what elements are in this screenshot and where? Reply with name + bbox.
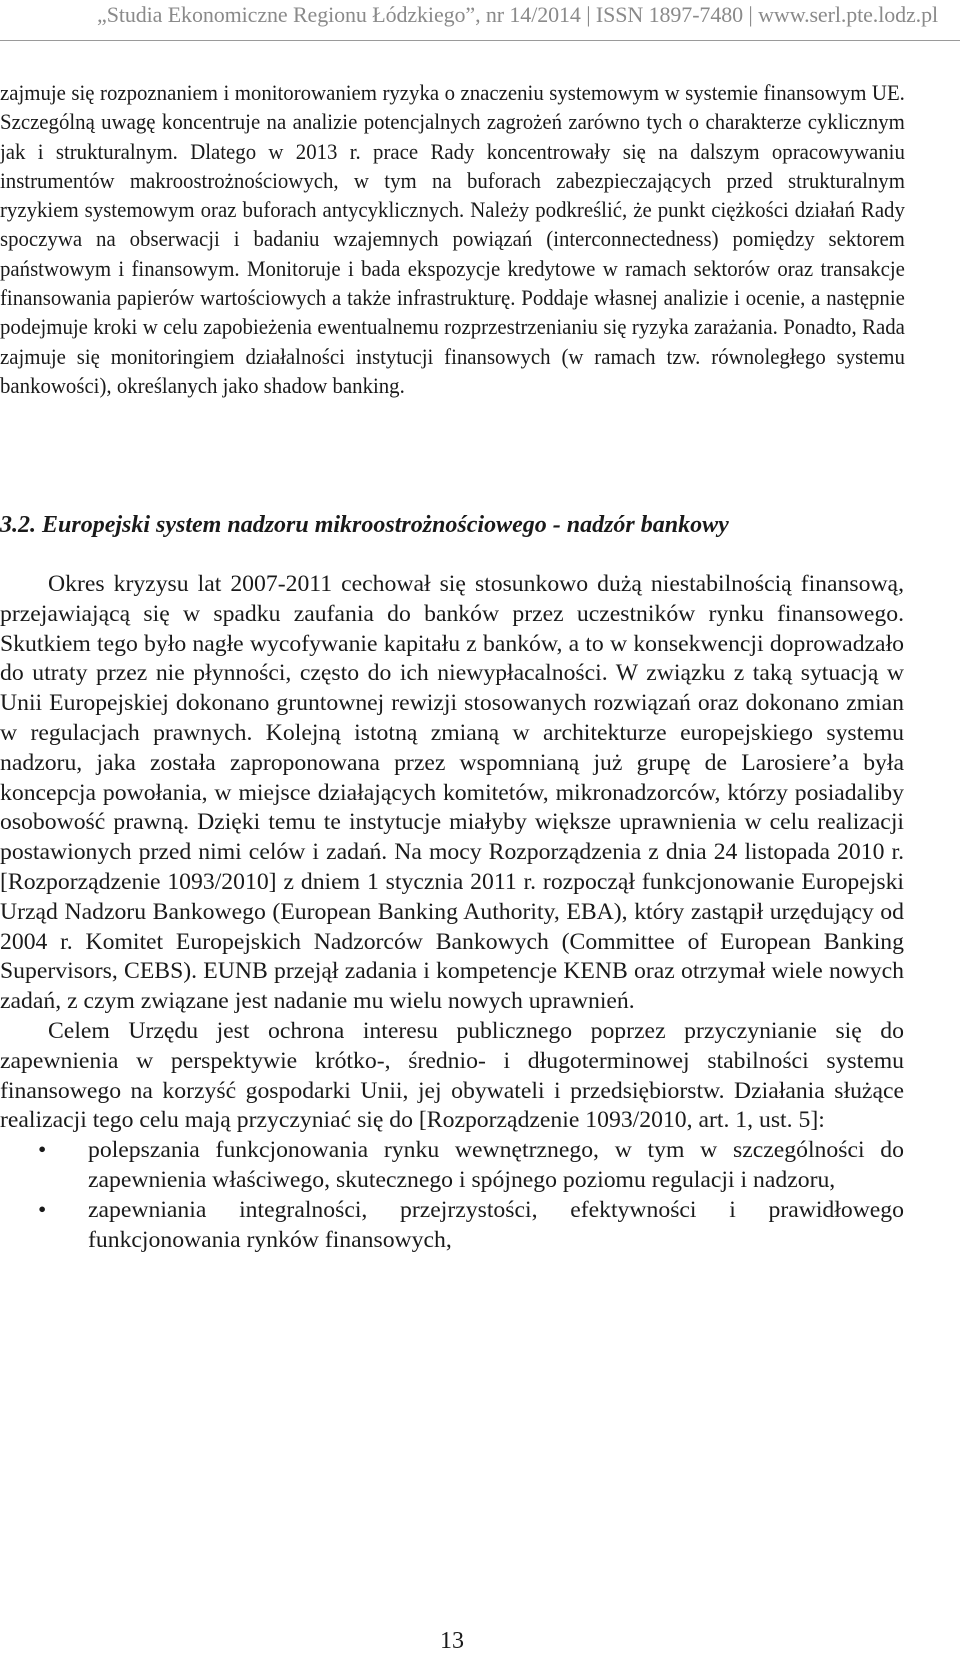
section-heading: 3.2. Europejski system nadzoru mikroostrożnościowego - nadzór bankowy <box>0 512 729 538</box>
journal-header-text: „Studia Ekonomiczne Regionu Łódzkiego”, nr 14/2014 | ISSN 1897-7480 | www.serl.pte.lodz.pl <box>97 2 938 27</box>
list-item <box>0 1136 904 1196</box>
paragraph-1: zajmuje się rozpoznaniem i monitorowaniem ryzyka o znaczeniu systemowym w systemie finansowym UE. Szczególną uwagę koncentruje na analizie potencjalnych zagrożeń zarówno tych o charakterze cyklicznym jak i strukturalnym. Dlatego w 2013 r. prace Rady koncentrowały się na dalszym opracowywaniu instrumentów makroostrożnościowych, w tym na buforach zabezpieczających przed strukturalnym ryzykiem systemowym oraz buforach antycyklicznych. Należy podkreślić, że punkt ciężkości działań Rady spoczywa na obserwacji i badaniu wzajemnych powiązań (interconnectedness) pomiędzy sektorem państwowym i finansowym. Monitoruje i bada ekspozycje kredytowe w ramach sektorów oraz transakcje finansowania papierów wartościowych a także infrastrukturę. Poddaje własnej analizie i ocenie, a następnie podejmuje kroki w celu zapobieżenia ewentualnemu rozprzestrzenianiu się ryzyka zarażania. Ponadto, Rada zajmuje się monitoringiem działalności instytucji finansowych (w ramach tzw. równoległego systemu bankowości), określanych jako shadow banking. <box>0 80 905 398</box>
page-number: 13 <box>440 1628 464 1654</box>
paragraph-2: Okres kryzysu lat 2007-2011 cechował się stosunkowo dużą niestabilnością finansową, przejawiającą się w spadku zaufania do banków przez uczestników rynku finansowego. Skutkiem tego było nagłe wycofywanie kapitału z banków, a to w konsekwencji doprowadzało do utraty przez nie płynności, często do ich niewypłacalności. W związku z taką sytuacją w Unii Europejskiej dokonano gruntownej rewizji stosowanych rozwiązań oraz dokonano zmian w regulacjach prawnych. Kolejną istotną zmianą w architekturze europejskiego systemu nadzoru, jaka została zaproponowana przez wspomnianą już grupę de Larosiere’a była koncepcja powołania, w miejsce działających komitetów, mikronadzorców, którzy posiadaliby osobowość prawną. Dzięki temu te instytucje miałyby większe uprawnienia w celu realizacji postawionych przed nimi celów i zadań. Na mocy Rozporządzenia z dnia 24 listopada 2010 r. [Rozporządzenie 1093/2010] z dniem 1 stycznia 2011 r. rozpoczął funkcjonowanie Europejski Urząd Nadzoru Bankowego (European Banking Authority, EBA), który zastąpił urzędujący od 2004 r. Komitet Europejskich Nadzorców Bankowych (Committee of European Banking Supervisors, CEBS). EUNB przejął zadania i kompetencje KENB oraz otrzymał wiele nowych zadań, z czym związane jest nadanie mu wielu nowych uprawnień. <box>0 571 904 1015</box>
header-rule <box>0 40 960 41</box>
bullet-icon: • <box>38 1137 47 1164</box>
list-item <box>0 1196 904 1256</box>
paragraph-3: Celem Urzędu jest ochrona interesu publicznego poprzez przyczynianie się do zapewnienia w perspektywie krótko-, średnio- i długoterminowej stabilności systemu finansowego na korzyść gospodarki Unii, jej obywateli i przedsiębiorstw. Działania służące realizacji tego celu mają przyczyniać się do [Rozporządzenie 1093/2010, art. 1, ust. 5]: <box>0 1017 904 1134</box>
bullet-icon: • <box>38 1196 47 1223</box>
running-header <box>0 0 960 40</box>
bullet-list <box>0 1136 904 1255</box>
section-body <box>0 570 904 1255</box>
list-item-text: zapewniania integralności, przejrzystości, efektywności i prawidłowego funkcjonowania rynków finansowych, <box>88 1196 904 1253</box>
page-body <box>0 78 904 400</box>
list-item-text: polepszania funkcjonowania rynku wewnętrznego, w tym w szczególności do zapewnienia właściwego, skutecznego i spójnego poziomu regulacji i nadzoru, <box>88 1137 904 1193</box>
